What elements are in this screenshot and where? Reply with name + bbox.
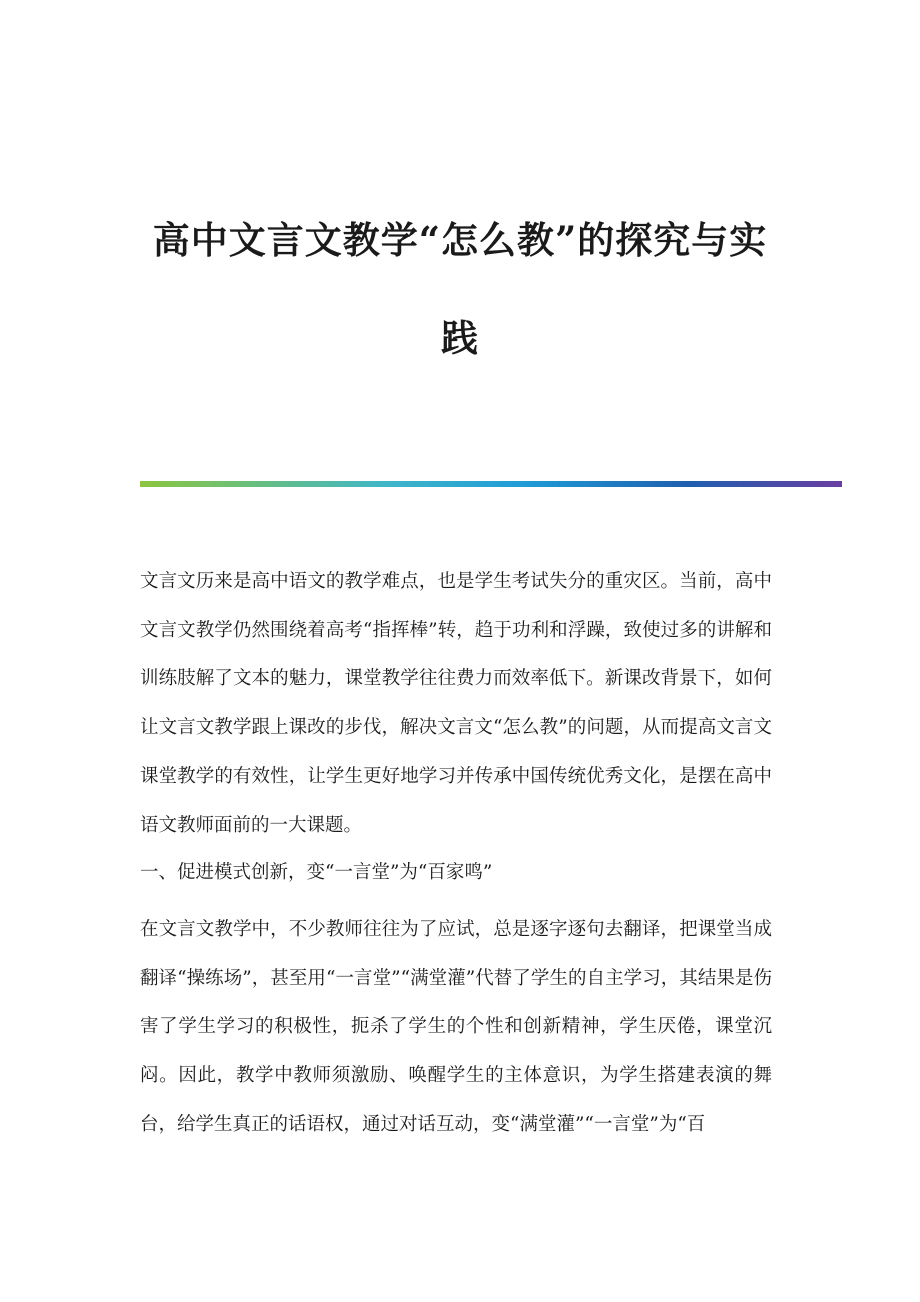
section-heading-1: 一、促进模式创新，变“一言堂”为“百家鸣”	[140, 862, 493, 883]
gradient-divider	[140, 481, 842, 487]
intro-paragraph: 文言文历来是高中语文的教学难点，也是学生考试失分的重灾区。当前，高中文言文教学仍然围绕着高考“指挥棒”转，趋于功利和浮躁，致使过多的讲解和训练肢解了文本的魅力，课堂教学往往费力而效率低下。新课改背景下，如何让文言文教学跟上课改的步伐，解决文言文“怎么教”的问题，从而提高文言文课堂教学的有效性，让学生更好地学习并传承中国传统优秀文化，是摆在高中语文教师面前的一大课题。	[140, 571, 772, 836]
body-paragraph-2: 在文言文教学中，不少教师往往为了应试，总是逐字逐句去翻译，把课堂当成翻译“操练场”，甚至用“一言堂”“满堂灌”代替了学生的自主学习，其结果是伤害了学生学习的积极性，扼杀了学生的个性和创新精神，学生厌倦，课堂沉闷。因此，教学中教师须激励、唤醒学生的主体意识，为学生搭建表演的舞台，给学生真正的话语权，通过对话互动，变“满堂灌”“一言堂”为“百	[140, 919, 772, 1135]
document-title-line-1: 高中文言文教学“怎么教”的探究与实	[152, 218, 768, 262]
document-title-line-2: 践	[441, 316, 479, 360]
